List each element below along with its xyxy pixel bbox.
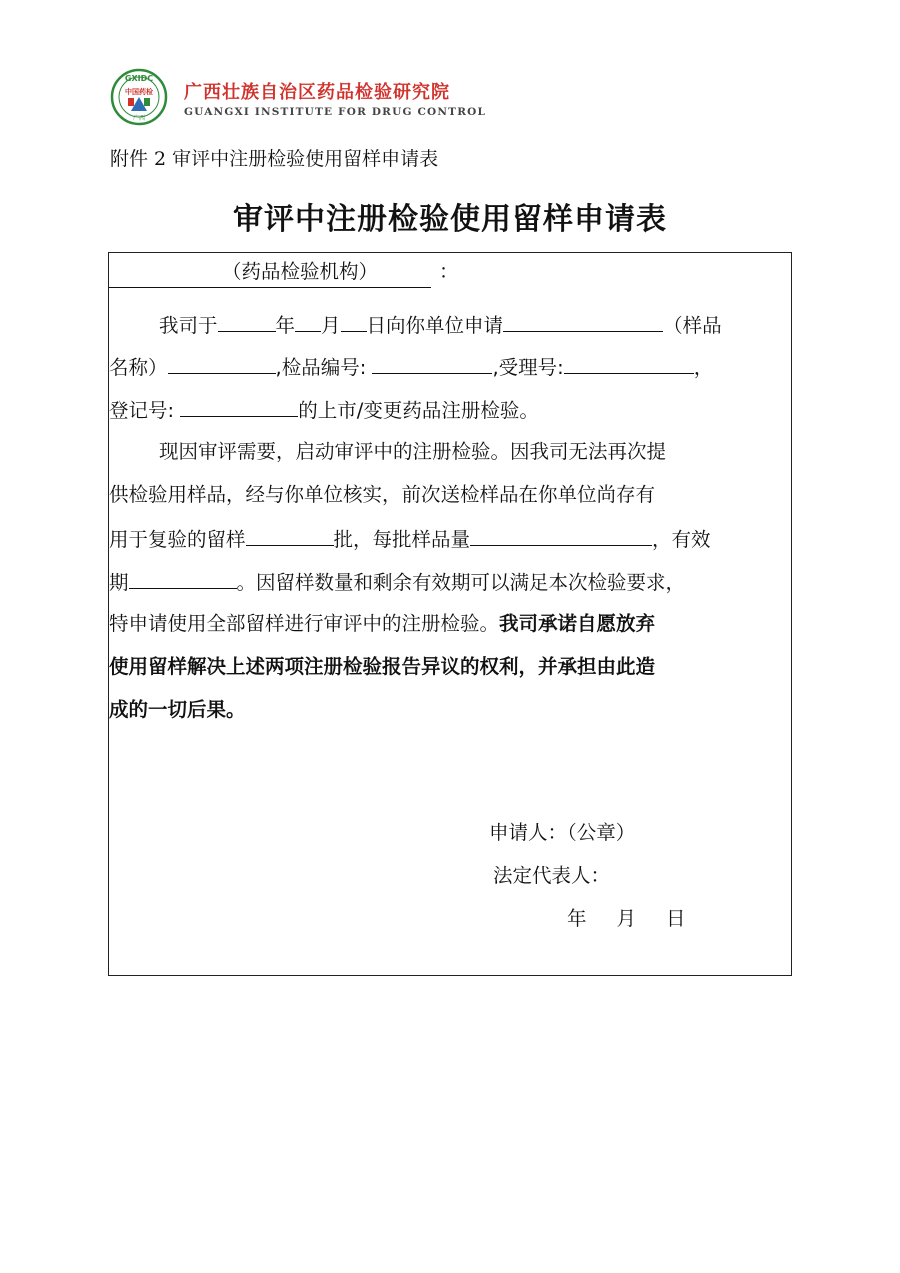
expiry-date-field[interactable] — [129, 566, 237, 589]
p2-line-1 — [159, 437, 666, 467]
p2-text-3b: 批，每批样品量 — [333, 528, 471, 551]
p2-text-6: 使用留样解决上述两项注册检验报告异议的权利，并承担由此造 — [109, 655, 656, 678]
letterhead — [110, 68, 530, 128]
p2-text-4a: 期 — [109, 571, 129, 594]
sample-name-field[interactable] — [503, 309, 663, 332]
p1-text-sample: （样品 — [663, 314, 722, 337]
p1-line-2 — [109, 351, 713, 381]
institute-logo-icon — [110, 68, 168, 126]
org-name-cn: 广西壮族自治区药品检验研究院 — [184, 82, 450, 103]
date-day: 日 — [666, 907, 686, 930]
p1-text-year: 年 — [275, 314, 296, 337]
p2-text-3a: 用于复验的留样 — [109, 528, 246, 551]
date-year: 年 — [567, 907, 587, 930]
date-month: 月 — [616, 907, 637, 930]
applicant-seal-label: 申请人：（公章） — [489, 821, 636, 844]
p1-line-3 — [109, 394, 539, 424]
sample-name-field-2[interactable] — [168, 351, 276, 374]
sample-quantity-field[interactable] — [470, 523, 652, 546]
p1-text-name: 名称） — [109, 356, 168, 379]
month-field[interactable] — [295, 309, 321, 332]
p2-line-2 — [109, 480, 655, 510]
p1-text-month: 月 — [321, 314, 341, 337]
addressee-line — [109, 257, 459, 287]
p2-text-1: 现因审评需要，启动审评中的注册检验。因我司无法再次提 — [159, 440, 667, 463]
p2-line-4 — [109, 566, 685, 596]
year-field[interactable] — [218, 309, 276, 332]
p1-text-apply: 日向你单位申请 — [366, 314, 504, 337]
logo-text-bottom: 广西 — [132, 115, 146, 122]
p2-line-6 — [109, 652, 655, 682]
org-name-en: GUANGXI INSTITUTE FOR DRUG CONTROL — [184, 106, 487, 118]
p1-text-register: 登记号: — [109, 399, 181, 422]
p2-text-2: 供检验用样品，经与你单位核实，前次送检样品在你单位尚存有 — [109, 483, 656, 506]
p2-text-5b: 我司承诺自愿放弃 — [499, 612, 656, 635]
p1-text-comma: ， — [693, 356, 714, 379]
p2-text-3c: ，有效 — [652, 528, 711, 551]
p2-text-4b: 。因留样数量和剩余有效期可以满足本次检验要求， — [236, 571, 686, 594]
batch-count-field[interactable] — [246, 523, 334, 546]
page-title: 审评中注册检验使用留样申请表 — [233, 202, 667, 237]
p1-text-accept: ,受理号: — [492, 356, 564, 379]
addressee-field[interactable] — [109, 257, 431, 288]
logo-text-mid: 中国药检 — [125, 88, 153, 96]
application-form-box — [108, 252, 792, 976]
logo-text-top: GXIDC — [124, 74, 154, 83]
attachment-label: 附件 2 审评中注册检验使用留样申请表 — [110, 148, 439, 170]
acceptance-number-field[interactable] — [564, 351, 694, 374]
p1-text-end: 的上市/变更药品注册检验。 — [298, 399, 539, 422]
addressee-colon: ： — [439, 260, 459, 283]
day-field[interactable] — [341, 309, 367, 332]
signature-date — [567, 903, 686, 931]
p1-line-1 — [159, 309, 722, 339]
registration-number-field[interactable] — [180, 394, 298, 417]
sample-code-field[interactable] — [372, 351, 492, 374]
p2-text-7: 成的一切后果。 — [109, 698, 246, 721]
p1-text-code: ,检品编号: — [275, 356, 373, 379]
p2-text-5a: 特申请使用全部留样进行审评中的注册检验。 — [109, 612, 500, 635]
p2-line-7 — [109, 695, 246, 725]
addressee-label: （药品检验机构） — [221, 260, 378, 283]
p1-text-1: 我司于 — [159, 314, 218, 337]
legal-rep-label: 法定代表人： — [493, 864, 611, 887]
p2-line-5 — [109, 609, 655, 639]
p2-line-3 — [109, 523, 711, 553]
